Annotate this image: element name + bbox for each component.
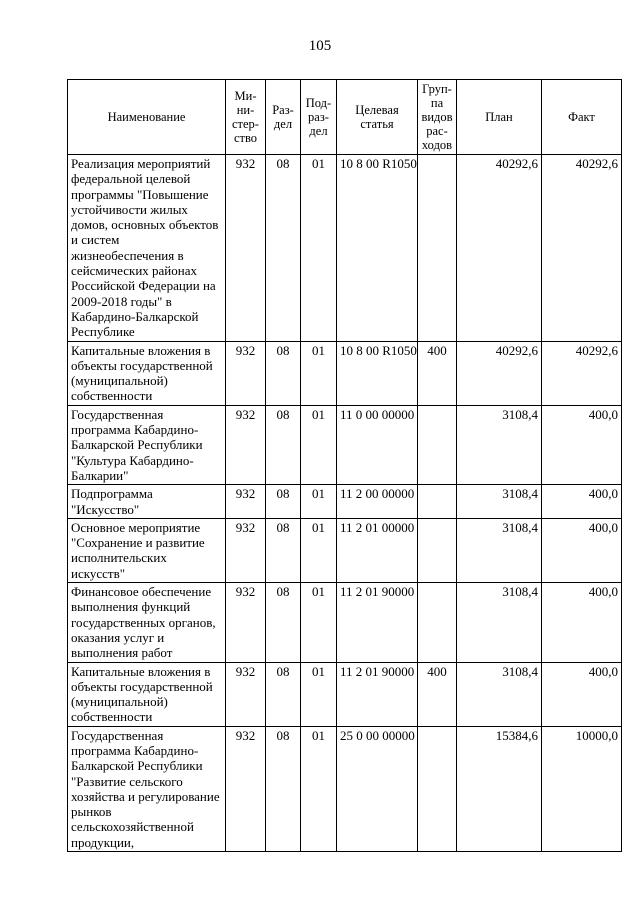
cell-plan: 3108,4	[457, 583, 542, 662]
cell-subsection: 01	[301, 583, 337, 662]
page-number: 105	[308, 38, 332, 54]
header-subsection: Под-раз-дел	[301, 80, 337, 155]
header-name: Наименование	[68, 80, 226, 155]
cell-subsection: 01	[301, 485, 337, 519]
cell-section: 08	[266, 155, 301, 342]
cell-ministry: 932	[226, 726, 266, 851]
header-fact: Факт	[542, 80, 622, 155]
cell-target: 11 2 01 90000	[337, 583, 418, 662]
header-group: Груп-па видов рас-ходов	[418, 80, 457, 155]
header-section: Раз-дел	[266, 80, 301, 155]
cell-group	[418, 405, 457, 484]
cell-target: 10 8 00 R1050	[337, 155, 418, 342]
cell-plan: 3108,4	[457, 662, 542, 726]
cell-ministry: 932	[226, 341, 266, 405]
cell-ministry: 932	[226, 518, 266, 582]
cell-subsection: 01	[301, 155, 337, 342]
cell-name: Капитальные вложения в объекты государственной (муниципальной) собственности	[68, 662, 226, 726]
cell-target: 11 2 01 90000	[337, 662, 418, 726]
cell-ministry: 932	[226, 405, 266, 484]
cell-subsection: 01	[301, 518, 337, 582]
table-row	[68, 341, 622, 405]
header-ministry: Ми-ни-стер-ство	[226, 80, 266, 155]
cell-group: 400	[418, 341, 457, 405]
cell-target: 10 8 00 R1050	[337, 341, 418, 405]
table-row	[68, 155, 622, 342]
cell-name: Государственная программа Кабардино-Балкарской Республики "Культура Кабардино-Балкарии"	[68, 405, 226, 484]
cell-name: Реализация мероприятий федеральной целевой программы "Повышение устойчивости жилых домов, основных объектов и систем жизнеобеспечения в сейсмических районах Российской Федерации на 2009-2018 годы" в Кабардино-Балкарской Республике	[68, 155, 226, 342]
cell-section: 08	[266, 662, 301, 726]
cell-section: 08	[266, 583, 301, 662]
cell-subsection: 01	[301, 662, 337, 726]
cell-ministry: 932	[226, 662, 266, 726]
cell-section: 08	[266, 518, 301, 582]
header-target: Целевая статья	[337, 80, 418, 155]
cell-target: 11 2 01 00000	[337, 518, 418, 582]
cell-section: 08	[266, 341, 301, 405]
cell-plan: 3108,4	[457, 518, 542, 582]
cell-fact: 400,0	[542, 662, 622, 726]
cell-name: Финансовое обеспечение выполнения функций государственных органов, оказания услуг и выполнения работ	[68, 583, 226, 662]
cell-plan: 15384,6	[457, 726, 542, 851]
cell-target: 11 2 00 00000	[337, 485, 418, 519]
cell-ministry: 932	[226, 583, 266, 662]
cell-section: 08	[266, 485, 301, 519]
cell-plan: 3108,4	[457, 405, 542, 484]
budget-table	[67, 79, 622, 852]
cell-plan: 40292,6	[457, 155, 542, 342]
cell-fact: 10000,0	[542, 726, 622, 851]
cell-target: 25 0 00 00000	[337, 726, 418, 851]
cell-fact: 40292,6	[542, 341, 622, 405]
table-row	[68, 485, 622, 519]
cell-group	[418, 155, 457, 342]
cell-fact: 400,0	[542, 518, 622, 582]
cell-ministry: 932	[226, 485, 266, 519]
cell-plan: 3108,4	[457, 485, 542, 519]
cell-name: Подпрограмма "Искусство"	[68, 485, 226, 519]
cell-name: Основное мероприятие "Сохранение и развитие исполнительских искусств"	[68, 518, 226, 582]
cell-name: Капитальные вложения в объекты государственной (муниципальной) собственности	[68, 341, 226, 405]
table-row	[68, 726, 622, 851]
cell-fact: 400,0	[542, 583, 622, 662]
cell-group	[418, 583, 457, 662]
cell-group: 400	[418, 662, 457, 726]
cell-name: Государственная программа Кабардино-Балкарской Республики "Развитие сельского хозяйства и регулирование рынков сельскохозяйственной продукции,	[68, 726, 226, 851]
cell-section: 08	[266, 405, 301, 484]
cell-subsection: 01	[301, 726, 337, 851]
cell-fact: 400,0	[542, 485, 622, 519]
cell-section: 08	[266, 726, 301, 851]
cell-fact: 40292,6	[542, 155, 622, 342]
cell-fact: 400,0	[542, 405, 622, 484]
cell-plan: 40292,6	[457, 341, 542, 405]
cell-group	[418, 485, 457, 519]
cell-subsection: 01	[301, 341, 337, 405]
cell-target: 11 0 00 00000	[337, 405, 418, 484]
table-body	[68, 155, 622, 852]
table-row	[68, 583, 622, 662]
cell-subsection: 01	[301, 405, 337, 484]
cell-group	[418, 518, 457, 582]
cell-group	[418, 726, 457, 851]
table-row	[68, 662, 622, 726]
table-header	[68, 80, 622, 155]
header-plan: План	[457, 80, 542, 155]
cell-ministry: 932	[226, 155, 266, 342]
table-row	[68, 405, 622, 484]
table-row	[68, 518, 622, 582]
